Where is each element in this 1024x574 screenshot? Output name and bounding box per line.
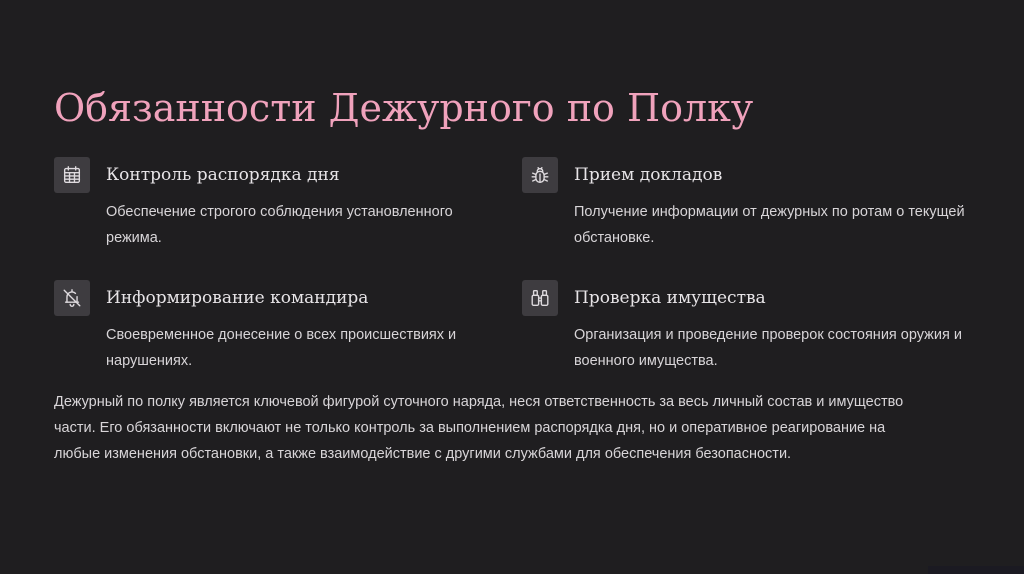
summary-paragraph: Дежурный по полку является ключевой фигурой суточного наряда, неся ответственность за весь личный состав и имущество части. Его обязанности включают не только контроль за выполнением распорядка дня, но и оперативное реагирование на любые изменения обстановки, а также взаимодействие с другими службами для обеспечения безопасности. <box>54 394 904 462</box>
footer-strip <box>928 566 1024 574</box>
bell-off-icon <box>54 280 90 316</box>
feature-description: Организация и проведение проверок состояния оружия и военного имущества. <box>574 327 962 369</box>
feature-title: Информирование командира <box>106 288 369 308</box>
feature-description: Своевременное донесение о всех происшествиях и нарушениях. <box>106 327 457 369</box>
feature-title: Проверка имущества <box>574 288 766 308</box>
feature-description: Получение информации от дежурных по ротам о текущей обстановке. <box>574 204 965 246</box>
binoculars-icon <box>522 280 558 316</box>
feature-description: Обеспечение строгого соблюдения установленного режима. <box>106 204 453 246</box>
feature-title: Контроль распорядка дня <box>106 165 340 185</box>
page-title: Обязанности Дежурного по Полку <box>54 86 754 130</box>
feature-title: Прием докладов <box>574 165 723 185</box>
bug-icon <box>522 157 558 193</box>
calendar-icon <box>54 157 90 193</box>
